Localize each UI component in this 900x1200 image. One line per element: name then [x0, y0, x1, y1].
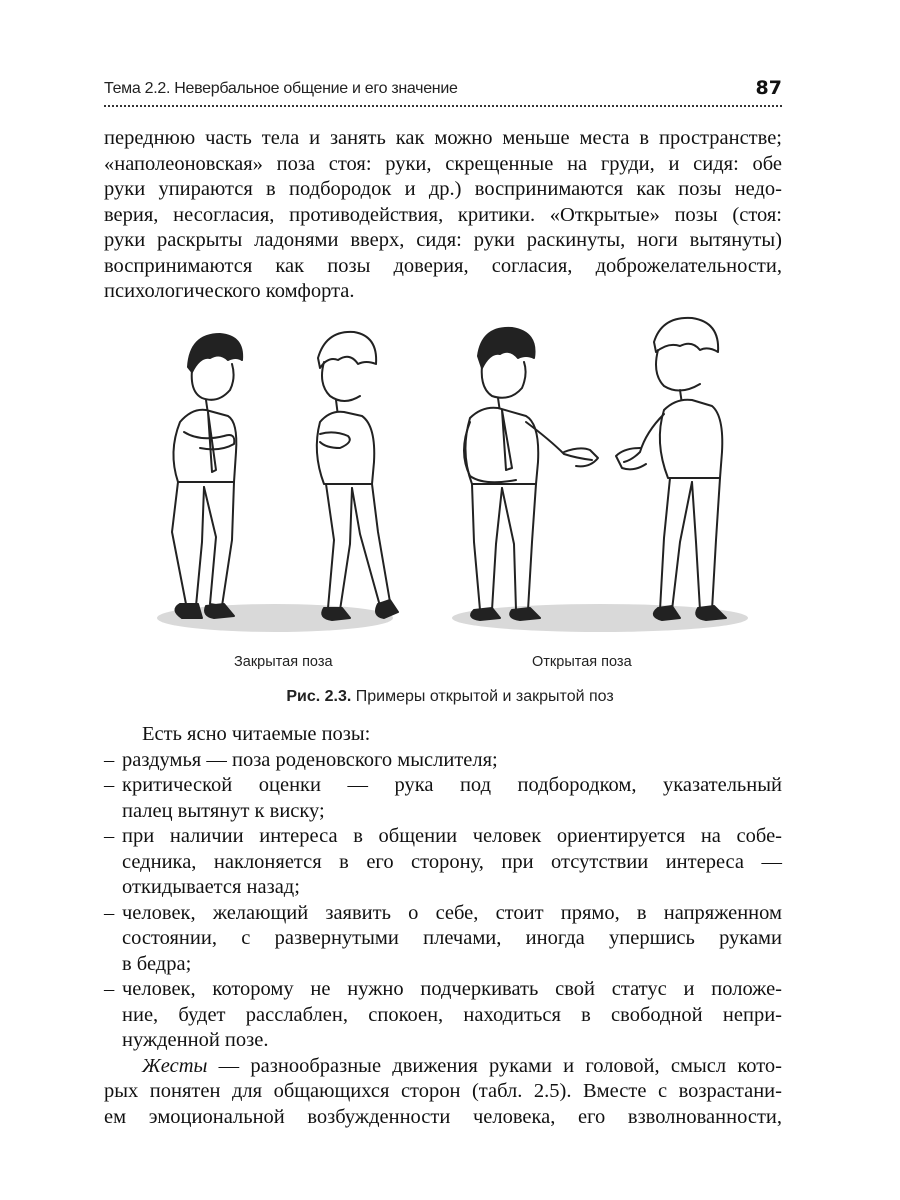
label-open-pose: Открытая поза: [532, 654, 632, 670]
text-line: раздумья — поза роденовского мыслителя;: [122, 748, 498, 771]
figure-caption-text: Примеры открытой и закрытой поз: [351, 688, 614, 705]
text-line: в бедра;: [122, 952, 192, 975]
text-line: руки раскрыты ладонями вверх, сидя: руки раскинуты, ноги вытянуты): [104, 229, 782, 251]
text-line: руки упираются в подбородок и др.) воспринимаются как позы недо-: [104, 178, 782, 200]
text-line: воспринимаются как позы доверия, согласия, доброжелательности,: [104, 254, 782, 277]
gestures-first-line: [104, 1054, 782, 1080]
header-rule: [104, 105, 782, 107]
page-header: [104, 78, 782, 104]
list-item: [104, 748, 782, 774]
text-line: ние, будет расслаблен, спокоен, находиться в свободной непри-: [122, 1003, 782, 1026]
figure-closed-left: [172, 334, 242, 618]
text-line: откидывается назад;: [122, 876, 300, 898]
text-line: верия, несогласия, противодействия, критики. «Открытые» позы (стоя:: [104, 203, 782, 226]
list-item: [104, 901, 782, 978]
text-line: человек, которому не нужно подчеркивать свой статус и положе-: [122, 978, 782, 1000]
figure-number: Рис. 2.3.: [286, 688, 352, 705]
list-item: [104, 824, 782, 901]
text-line: состоянии, с развернутыми плечами, иногда упершись руками: [122, 927, 782, 949]
list-dash: –: [104, 825, 115, 847]
text-line: седника, наклоняется в его сторону, при отсутствии интереса —: [122, 850, 782, 873]
figure-open-right: [616, 318, 726, 620]
text-line: при наличии интереса в общении человек ориентируется на собе-: [122, 825, 782, 847]
text-line: ем эмоциональной возбужденности человека, его взволнованности,: [104, 1105, 782, 1128]
text-line: психологического комфорта.: [104, 280, 355, 302]
text-line: нужденной позе.: [122, 1029, 269, 1051]
running-title: Тема 2.2. Невербальное общение и его значение: [104, 80, 458, 97]
list-intro: Есть ясно читаемые позы:: [142, 723, 371, 745]
list-dash: –: [104, 748, 115, 771]
list-dash: –: [104, 901, 115, 924]
label-closed-pose: Закрытая поза: [234, 654, 333, 670]
figure-closed-right: [317, 332, 398, 620]
text-fragment: — разнообразные движения руками и головой, смысл кото-: [207, 1054, 782, 1077]
figure-open-left: [464, 328, 598, 620]
text-line: критической оценки — рука под подбородком, указательный: [122, 774, 782, 796]
top-paragraph: [104, 126, 782, 305]
list-dash: –: [104, 774, 115, 796]
list-dash: –: [104, 978, 115, 1000]
text-line: палец вытянут к виску;: [122, 799, 325, 822]
list-item: [104, 773, 782, 824]
text-line: переднюю часть тела и занять как можно меньше места в пространстве;: [104, 127, 782, 149]
term-gestures: Жесты: [142, 1054, 208, 1077]
page-number: 87: [755, 77, 782, 99]
figure-caption: [0, 688, 900, 706]
list-item: [104, 977, 782, 1054]
text-line: рых понятен для общающихся сторон (табл. 2.5). Вместе с возрастани-: [104, 1080, 782, 1102]
text-line: человек, желающий заявить о себе, стоит прямо, в напряженном: [122, 901, 782, 924]
body-text: [104, 722, 782, 1130]
text-line: «наполеоновская» поза стоя: руки, скрещенные на груди, и сидя: обе: [104, 152, 782, 175]
poses-illustration: [140, 312, 760, 652]
